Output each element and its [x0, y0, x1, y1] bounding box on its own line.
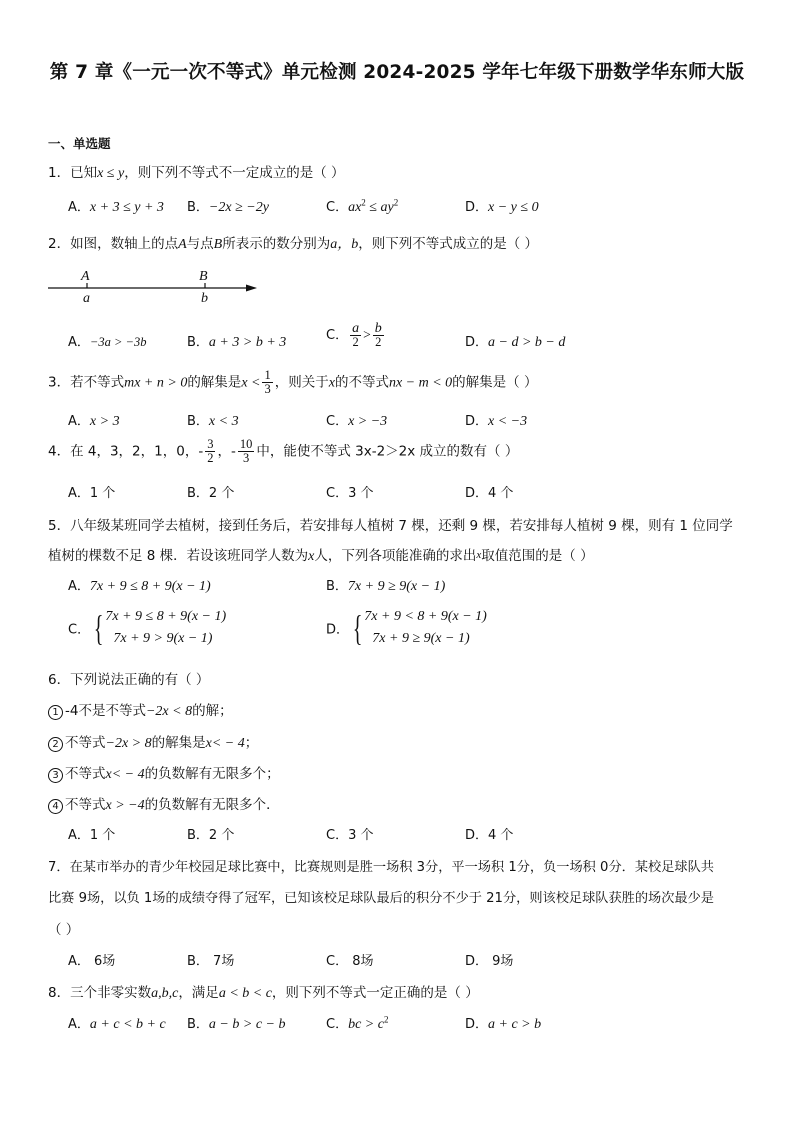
- question-3-option-d[interactable]: D．x < −3: [465, 414, 528, 429]
- question-2-option-d[interactable]: D．a − d > b − d: [465, 335, 566, 350]
- question-5-option-d[interactable]: D． { 7x + 9 < 8 + 9(x − 1) 7x + 9 ≥ 9(x − 1): [326, 608, 487, 648]
- question-6-statement-3: 3 不等式x< − 4的负数解有无限多个；: [48, 762, 280, 783]
- point-b-label: B: [199, 269, 208, 284]
- point-b-value: b: [201, 291, 208, 306]
- question-1-option-c[interactable]: C．$ax^2 \le ay^2$: [326, 197, 399, 215]
- question-4-option-a[interactable]: A．1 个: [68, 486, 116, 501]
- question-7-stem-line1: 7．在某市举办的青少年校园足球比赛中，比赛规则是胜一场积 3分，平一场积 1分，负一场积 0分．某校足球队共: [48, 860, 714, 875]
- question-2-stem: 2．如图，数轴上的点A与点B所表示的数分别为a，b，则下列不等式成立的是（ ）: [48, 236, 539, 252]
- question-8-option-b[interactable]: B．a − b > c − b: [187, 1017, 286, 1032]
- question-8-option-c[interactable]: C．bc > $c^2$: [326, 1014, 389, 1032]
- question-3-stem: 3．若不等式mx + n > 0的解集是x < $\frac{1}{3}$ ，则关于x的不等式nx − m < 0的解集是（ ）: [48, 368, 538, 396]
- question-6-stem: 6．下列说法正确的有（ ）: [48, 672, 210, 688]
- question-4-option-b[interactable]: B．2 个: [187, 486, 235, 501]
- question-7-option-d[interactable]: D． 9场: [465, 954, 514, 969]
- point-a-value: a: [83, 291, 90, 306]
- question-6-statement-2: 2 不等式−2x > 8的解集是x< − 4；: [48, 731, 258, 752]
- question-8-stem: 8．三个非零实数a,b,c，满足a < b < c，则下列不等式一定正确的是（ ）: [48, 985, 479, 1001]
- question-6-option-c[interactable]: C．3 个: [326, 828, 374, 843]
- question-8-option-d[interactable]: D．a + c > b: [465, 1017, 542, 1032]
- question-5-option-a[interactable]: A．7x + 9 ≤ 8 + 9(x − 1): [68, 579, 211, 594]
- question-5-stem-line1: 5．八年级某班同学去植树，接到任务后，若安排每人植树 7 棵，还剩 9 棵，若安排每人植树 9 棵，则有 1 位同学: [48, 518, 733, 534]
- question-6-statement-4: 4 不等式x > −4的负数解有无限多个．: [48, 793, 280, 814]
- question-6-statement-1: 1 -4不是不等式−2x < 8的解；: [48, 699, 233, 720]
- question-4-option-c[interactable]: C．3 个: [326, 486, 374, 501]
- question-6-option-a[interactable]: A．1 个: [68, 828, 116, 843]
- question-7-option-b[interactable]: B． 7场: [187, 954, 235, 969]
- page-title: 第 7 章《一元一次不等式》单元检测 2024-2025 学年七年级下册数学华东师大版: [49, 62, 745, 83]
- question-7-stem-line3: （ ）: [48, 922, 80, 938]
- question-5-option-b[interactable]: B．7x + 9 ≥ 9(x − 1): [326, 579, 446, 594]
- question-1-option-a[interactable]: A．x + 3 ≤ y + 3: [68, 200, 164, 215]
- question-8-option-a[interactable]: A．a + c < b + c: [68, 1017, 166, 1032]
- number-line-figure: [44, 262, 264, 308]
- question-3-option-c[interactable]: C．x > −3: [326, 414, 388, 429]
- question-1-option-b[interactable]: B．−2x ≥ −2y: [187, 200, 269, 215]
- question-7-option-c[interactable]: C． 8场: [326, 954, 374, 969]
- question-7-option-a[interactable]: A． 6场: [68, 954, 116, 969]
- question-1-stem: 1．已知x ≤ y，则下列不等式不一定成立的是（ ）: [48, 165, 345, 181]
- question-5-stem-line2: 植树的棵数不足 8 棵．若设该班同学人数为x人，下列各项能准确的求出x取值范围的是（ ）: [48, 548, 594, 564]
- point-a-label: A: [81, 269, 90, 284]
- question-3-option-a[interactable]: A．x > 3: [68, 414, 120, 429]
- question-3-option-b[interactable]: B．x < 3: [187, 414, 239, 429]
- question-2-option-b[interactable]: B．a + 3 > b + 3: [187, 335, 287, 350]
- question-6-option-b[interactable]: B．2 个: [187, 828, 235, 843]
- question-2-option-c[interactable]: C． $\frac{a}{2}$ > $\frac{b}{2}$: [326, 321, 382, 349]
- question-7-stem-line2: 比赛 9场，以负 1场的成绩夺得了冠军，已知该校足球队最后的积分不少于 21分，则该校足球队获胜的场次最少是: [48, 891, 714, 906]
- question-2-option-a[interactable]: A．−3a > −3b: [68, 335, 147, 350]
- question-1-option-d[interactable]: D．x − y ≤ 0: [465, 200, 539, 215]
- question-6-option-d[interactable]: D．4 个: [465, 828, 514, 843]
- axis-arrow-icon: [246, 285, 257, 292]
- question-5-option-c[interactable]: C． { 7x + 9 ≤ 8 + 9(x − 1) 7x + 9 > 9(x − 1): [68, 608, 227, 648]
- question-4-option-d[interactable]: D．4 个: [465, 486, 514, 501]
- section-heading: 一、单选题: [48, 136, 111, 151]
- question-4-stem: 4．在 4，3，2，1，0，- $\frac{3}{2}$ ，- $\frac{10}{3}$ 中，能使不等式 3x-2＞2x 成立的数有（ ）: [48, 437, 519, 465]
